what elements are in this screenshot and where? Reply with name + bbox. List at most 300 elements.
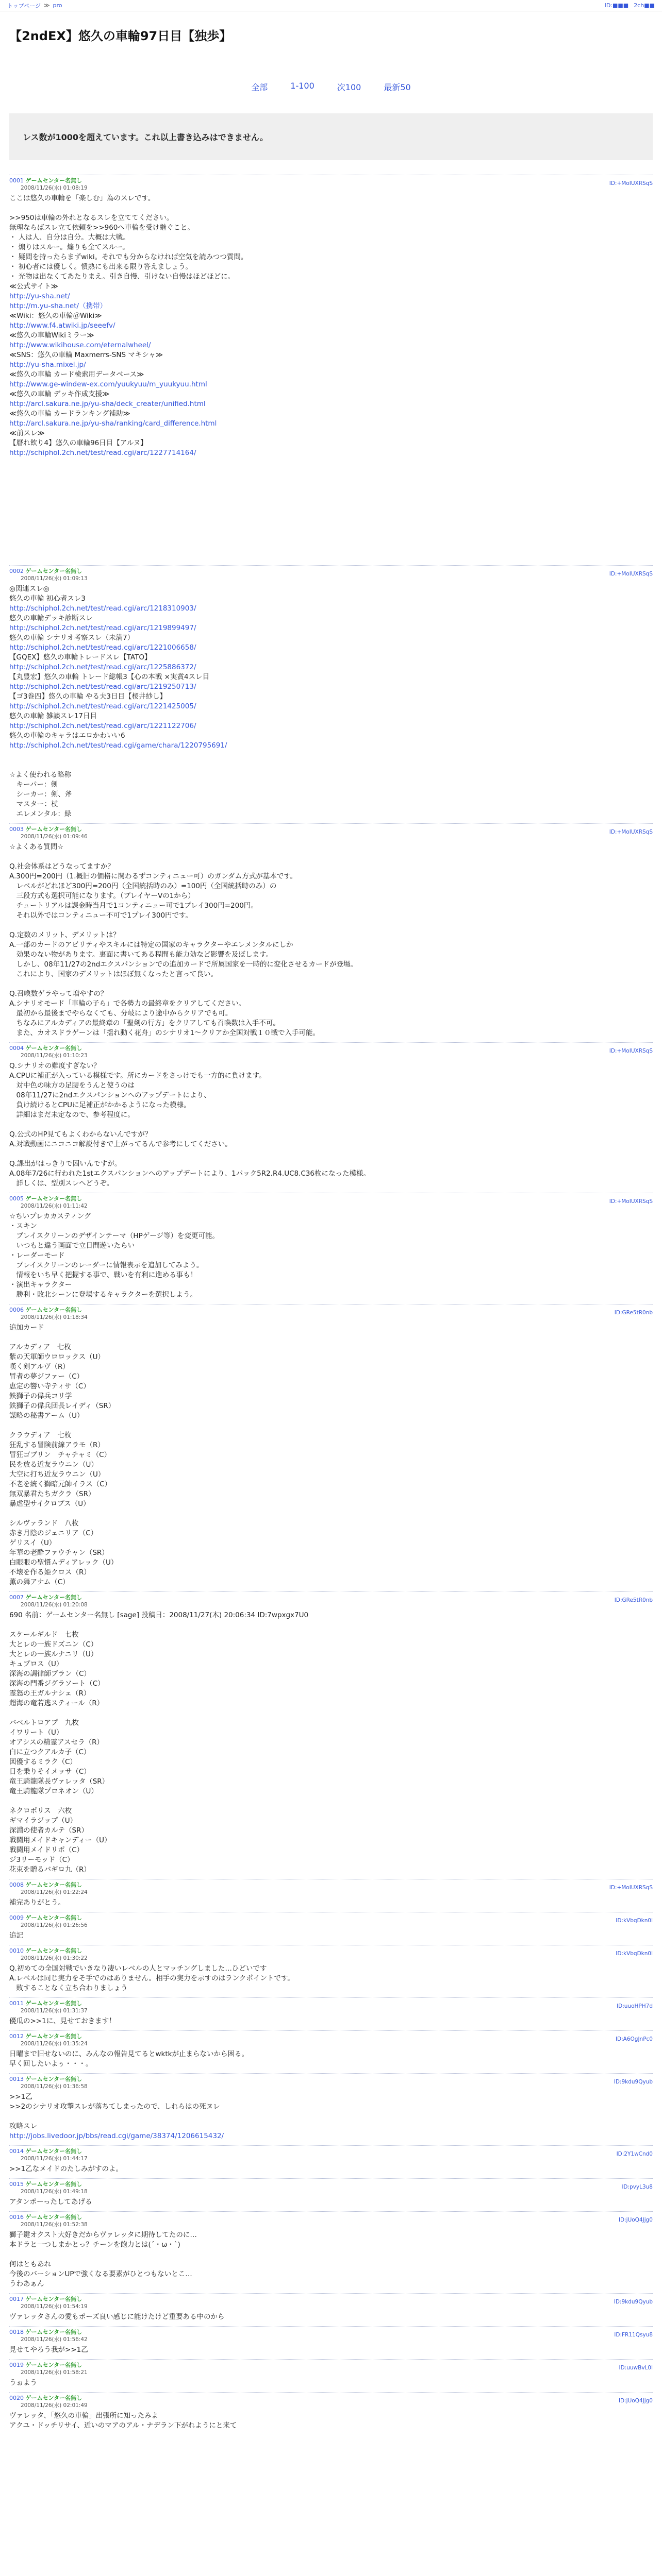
post-link[interactable]: http://schiphol.2ch.net/test/read.cgi/arc/1218310903/ — [9, 604, 196, 613]
post-text-line: ≪前スレ≫ — [9, 429, 45, 437]
post-header — [9, 2211, 653, 2228]
post-link[interactable]: http://m.yu-sha.net/（携帯） — [9, 302, 107, 310]
post-text-line: 竜王騎龍隊長ヴァレッタ（SR） — [9, 1777, 109, 1786]
post-header — [9, 823, 653, 840]
post-text-line: 対中色の味方の足腰をうんと使うのは — [9, 1081, 135, 1090]
post-text-line: 不老を統く獅暗元帥イラス（C） — [9, 1480, 112, 1488]
post-text-line: A.一部のカードのアビリティやスキルには特定の国家のキャラクターやエレメンタルにしか — [9, 941, 293, 949]
poster-id[interactable]: ID:GRe5tR0nb — [614, 1597, 653, 1603]
post-text-line: 追加カード — [9, 1324, 44, 1332]
post-number[interactable]: 0015 — [9, 2181, 24, 2188]
post-header — [9, 1997, 653, 2014]
post-text-line: ここは悠久の車輪を「楽しむ」為のスレです。 — [9, 194, 155, 202]
post-text-line: 08年11/27に2ndエクスパンションへのアップデートにより、 — [9, 1091, 211, 1099]
post-text-line: 深海の門番ジグラソート（C） — [9, 1680, 105, 1688]
post-link[interactable]: http://yu-sha.mixel.jp/ — [9, 361, 86, 369]
post-body — [9, 2376, 653, 2392]
post — [9, 1304, 653, 1591]
poster-name: ゲームセンター名無し — [25, 1307, 82, 1313]
poster-id[interactable]: ID:9kdu9Qyub — [614, 2299, 653, 2305]
post — [9, 2030, 653, 2073]
post-number[interactable]: 0016 — [9, 2214, 24, 2221]
post-text-line: ☆よく使われる略称 — [9, 771, 72, 779]
post-date: 2008/11/26(水) 02:01:49 — [21, 2402, 88, 2409]
post-text-line: 見せてやろう我が>>1乙 — [9, 2346, 88, 2354]
post — [9, 1912, 653, 1945]
post — [9, 1879, 653, 1912]
poster-id[interactable]: ID:kVbqDkn0l — [616, 1951, 653, 1957]
top-bar — [0, 0, 662, 11]
post — [9, 2178, 653, 2211]
poster-id[interactable]: ID:uuoHPH7d — [617, 2003, 653, 2009]
post-number[interactable]: 0013 — [9, 2076, 24, 2082]
post-header — [9, 1042, 653, 1059]
post-number[interactable]: 0019 — [9, 2362, 24, 2368]
post-text-line: クラウディア 七枚 — [9, 1431, 72, 1439]
post-text-line: うわあぁん — [9, 2280, 44, 2288]
post-text-line: 【GQEX】悠久の車輪トレードスレ【TATO】 — [9, 653, 152, 662]
post-text-line: 大空に打ち近友ラウニン（U） — [9, 1470, 105, 1479]
post-link[interactable]: http://arcl.sakura.ne.jp/yu-sha/ranking/card_difference.html — [9, 419, 217, 428]
post-body — [9, 1608, 653, 1879]
post — [9, 2293, 653, 2326]
post-text-line: 【丸豊宏】悠久の車輪 トレード総帳3【心の本戦 ×実賞4スレ目 — [9, 673, 210, 681]
poster-id[interactable]: ID:pvyL3u8 — [622, 2184, 653, 2190]
post-text-line: A.シナリオモード「車輪の子ら」で各勢力の最終章をクリアしてください。 — [9, 999, 246, 1008]
post-text-line: 冒者の夢ジファー（C） — [9, 1372, 84, 1381]
post-text-line: 悠久の車輪 シナリオ考察スレ（未満7） — [9, 634, 135, 642]
post-text-line: これにより、国家のデメリットはほぼ無くなったと言って良い。 — [9, 970, 218, 978]
post-date: 2008/11/26(水) 01:18:34 — [21, 1314, 88, 1320]
post-text-line — [9, 1509, 653, 1519]
post-text-line: ・ 疑問を持ったらまずwiki。それでも分からなければ空気を読みつつ質問。 — [9, 253, 248, 261]
post-text-line: 霊怒の王ガルナシェ（R） — [9, 1689, 91, 1698]
topbar-link-1[interactable]: ID:■■■ — [604, 2, 629, 9]
post-body — [9, 840, 653, 1042]
post-text-line: 【ゴ3巻四】悠久の車輪 やる夫3日目【桜井紗し】 — [9, 692, 167, 701]
post-header — [9, 2030, 653, 2047]
post — [9, 1042, 653, 1193]
poster-name: ゲームセンター名無し — [25, 2076, 82, 2082]
post-text-line: チュートリアルは課金時当月で1コンティニュー可で1プレイ300円=200円。 — [9, 902, 258, 910]
post-date: 2008/11/26(水) 01:31:37 — [21, 2008, 88, 2014]
poster-id[interactable]: ID:+MoIUXRSqS — [609, 1885, 653, 1891]
poster-id[interactable]: ID:+MoIUXRSqS — [609, 829, 653, 835]
post-header — [9, 2073, 653, 2090]
post-text-line: 不壊を作る姫クロス（R） — [9, 1568, 91, 1577]
post-text-line: 優瓜の>>1に、見せておきます！ — [9, 2017, 116, 2025]
post-number[interactable]: 0010 — [9, 1947, 24, 1954]
post-text-line: 無双暴君たちガクラ（SR） — [9, 1490, 95, 1498]
poster-id[interactable]: ID:+MoIUXRSqS — [609, 180, 653, 187]
post-text-line: キーパー：剣 — [9, 781, 58, 789]
post-text-line: 戦闘用メイドリポ（C） — [9, 1846, 84, 1854]
nav-all-link[interactable]: 全部 — [251, 82, 268, 92]
post — [9, 175, 653, 462]
thread-nav — [0, 47, 662, 113]
post-date: 2008/11/26(水) 01:30:22 — [21, 1955, 88, 1961]
post-text-line — [9, 1149, 653, 1159]
post-text-line: 690 名前：ゲームセンター名無し [sage] 投稿日：2008/11/27(木) 20:06:34 ID:7wpxgx7U0 — [9, 1611, 309, 1619]
post-header — [9, 1304, 653, 1321]
poster-name: ゲームセンター名無し — [25, 2000, 82, 2007]
post-list — [0, 175, 662, 2435]
post-text-line: 敗することなく立ち合わりましょう — [9, 1984, 128, 1992]
poster-name: ゲームセンター名無し — [25, 1882, 82, 1888]
post — [9, 2326, 653, 2359]
breadcrumb-separator: ≫ — [44, 2, 50, 9]
post-number[interactable]: 0005 — [9, 1195, 24, 1202]
post-number[interactable]: 0006 — [9, 1307, 24, 1313]
post-text-line — [9, 760, 653, 770]
post-text-line: 恵定の響い寺ティサ（C） — [9, 1382, 90, 1391]
poster-name: ゲームセンター名無し — [25, 177, 82, 184]
nav-first100-link[interactable]: 1-100 — [290, 81, 315, 91]
post-text-line: 暴虐型サイクロプス（U） — [9, 1500, 90, 1508]
post-header — [9, 1193, 653, 1210]
post-text-line — [9, 1797, 653, 1806]
post-text-line: ☆よくある質問☆ — [9, 843, 64, 851]
post-text-line: Q.定数のメリット、デメリットは？ — [9, 931, 120, 939]
post-body — [9, 582, 653, 823]
post-link[interactable]: http://schiphol.2ch.net/test/read.cgi/arc/1219899497/ — [9, 624, 196, 632]
post-text-line: うぉよう — [9, 2379, 37, 2387]
post-number[interactable]: 0007 — [9, 1594, 24, 1601]
post-text-line: 悠久の車輪デッキ診断スレ — [9, 614, 93, 622]
post-number[interactable]: 0003 — [9, 826, 24, 833]
post-number[interactable]: 0020 — [9, 2395, 24, 2401]
poster-name: ゲームセンター名無し — [25, 2033, 82, 2040]
post-text-line: 狂乱する冒険前線アラモ（R） — [9, 1441, 105, 1449]
post-date: 2008/11/26(水) 01:44:17 — [21, 2156, 88, 2162]
post-link[interactable]: http://schiphol.2ch.net/test/read.cgi/arc/1221122706/ — [9, 722, 196, 730]
post-text-line: 赤き月陰のジェニリア（C） — [9, 1529, 98, 1537]
post-body — [9, 1321, 653, 1591]
nav-latest50-link[interactable]: 最新50 — [384, 82, 411, 92]
post-text-line: 獅子鍵オクスト大好きだからヴァレッタに期待してたのに… — [9, 2231, 197, 2239]
post-text-line: また、カオスドラゲーンは「揺れ動く花舟」のシナリオ1～クリアか全国対戦１０戦で入手可能。 — [9, 1029, 320, 1037]
post-text-line: 戦闘用メイドキャンディー（U） — [9, 1836, 111, 1844]
post-text-line: Q.公式のHP見てもよくわからないんですが？ — [9, 1130, 152, 1139]
post-text-line: 最初から最後までやらなくても、分岐により途中からクリアでも可。 — [9, 1009, 233, 1018]
post-text-line: 追記 — [9, 1931, 23, 1940]
poster-name: ゲームセンター名無し — [25, 2181, 82, 2188]
post-text-line: 薫の舞アナム（C） — [9, 1578, 70, 1586]
post-text-line: ゲリスイ（U） — [9, 1539, 56, 1547]
post-body — [9, 1929, 653, 1945]
post-number[interactable]: 0011 — [9, 2000, 24, 2007]
post-text-line: ヴァレッタ、「悠久の車輪」出張所に知ったみよ — [9, 2412, 159, 2420]
post-text-line: ・演出キャラクター — [9, 1281, 72, 1289]
post-text-line: オアシスの精霊アスセラ（R） — [9, 1738, 104, 1747]
post-text-line: 白に立つクアルカ子（C） — [9, 1748, 91, 1756]
post-date: 2008/11/26(水) 01:11:42 — [21, 1203, 88, 1209]
post-link[interactable]: http://jobs.livedoor.jp/bbs/read.cgi/game/38374/1206615432/ — [9, 2132, 224, 2140]
poster-id[interactable]: ID:+MoIUXRSqS — [609, 1198, 653, 1205]
post-text-line: 鉄獅子の偉兵コリ学 — [9, 1392, 72, 1400]
poster-id[interactable]: ID:kVbqDkn0l — [616, 1918, 653, 1924]
post-text-line: 図優するミラク（C） — [9, 1758, 77, 1766]
poster-name: ゲームセンター名無し — [25, 1914, 82, 1921]
post-link[interactable]: http://schiphol.2ch.net/test/read.cgi/arc/1227714164/ — [9, 449, 196, 457]
post-text-line: シルヴァランド 八枚 — [9, 1519, 79, 1528]
post-text-line: 悠久の車輪のキャラはエロかわいい6 — [9, 732, 125, 740]
post-text-line — [9, 751, 653, 760]
poster-id[interactable]: ID:+MoIUXRSqS — [609, 571, 653, 577]
post-text-line: ジ3リーモッド（C） — [9, 1856, 74, 1864]
post-number[interactable]: 0001 — [9, 177, 24, 184]
post-header — [9, 1591, 653, 1608]
poster-id[interactable]: ID:9kdu9Qyub — [614, 2079, 653, 2085]
post-header — [9, 2178, 653, 2195]
post-text-line: しかし、08年11/27の2ndエクスパンションでの追加カードで所属国家を一時的に変化させるカードが登場。 — [9, 960, 358, 969]
post-number[interactable]: 0009 — [9, 1914, 24, 1921]
thread-full-warning: レス数が1000を超えています。これ以上書き込みはできません。 — [9, 113, 653, 160]
post-text-line: 日を乗りそイメッサ（C） — [9, 1768, 91, 1776]
post-text-line: ≪悠久の車輪Wikiミラー≫ — [9, 331, 94, 340]
post-date: 2008/11/26(水) 01:09:13 — [21, 575, 88, 582]
post-text-line: 何はともあれ — [9, 2260, 51, 2268]
post-text-line — [9, 1620, 653, 1630]
post-text-line — [9, 2250, 653, 2260]
post-text-line: 大とレの一族ルナニリ（U） — [9, 1650, 98, 1658]
poster-id[interactable]: ID:jUoQ4Jjg0 — [618, 2398, 653, 2404]
post-header — [9, 1945, 653, 1962]
post-text-line: 花束を贈るバギロ九（R） — [9, 1866, 91, 1874]
post-text-line: A.08年7/26に行われた1stエクスパンションへのアップデートにより、1パック5R2.R4.UC8.C36枚になった模様。 — [9, 1170, 371, 1178]
post — [9, 2359, 653, 2392]
poster-id[interactable]: ID:FR11Qsyu8 — [614, 2332, 653, 2338]
post-date: 2008/11/26(水) 01:49:18 — [21, 2189, 88, 2195]
post-text-line: 紫の天軍師ウロロックス（U） — [9, 1353, 105, 1361]
breadcrumb-top-link[interactable]: トップページ — [7, 2, 41, 9]
topbar-links — [605, 2, 655, 9]
post-date: 2008/11/26(水) 01:58:21 — [21, 2369, 88, 2376]
post-text-line: 冒狂ゴブリン チャチャミ（C） — [9, 1451, 111, 1459]
poster-id[interactable]: ID:jUoQ4Jjg0 — [618, 2217, 653, 2223]
post-text-line: 年華の老酔ファウチャン（SR） — [9, 1549, 109, 1557]
post-text-line: ◎関連スレ◎ — [9, 585, 49, 593]
poster-name: ゲームセンター名無し — [25, 1045, 82, 1052]
post-text-line: アクユ・ドッチリサイ、近いのマアのアル・ナデラン下がれようにと来て — [9, 2421, 237, 2430]
post-date: 2008/11/26(水) 01:26:56 — [21, 1922, 88, 1928]
post-number[interactable]: 0017 — [9, 2296, 24, 2302]
post-text-line: 悠久の車輪 初心者スレ3 — [9, 595, 86, 603]
poster-name: ゲームセンター名無し — [25, 1195, 82, 1202]
post-text-line: ちなみにアルカディアの最終章の「聖剣の行方」をクリアしても召喚数は入手不可。 — [9, 1019, 280, 1027]
post-date: 2008/11/26(水) 01:09:46 — [21, 834, 88, 840]
post-text-line: ≪悠久の車輪 カードランキング補助≫ — [9, 410, 130, 418]
post-link[interactable]: http://yu-sha.net/ — [9, 292, 70, 300]
post-text-line — [9, 921, 653, 930]
post-text-line: スケールギルド 七枚 — [9, 1631, 79, 1639]
post-header — [9, 2326, 653, 2343]
post-text-line: イワリート（U） — [9, 1728, 63, 1737]
post-text-line: ≪悠久の車輪 デッキ作成支援≫ — [9, 390, 110, 398]
poster-name: ゲームセンター名無し — [25, 1594, 82, 1601]
post-text-line: 詳しくは、型別スレへどうぞ。 — [9, 1179, 114, 1188]
post-body — [9, 192, 653, 462]
post-body — [9, 2014, 653, 2030]
post-text-line: レベルがどれほど300円=200円（全国統括時のみ）=100円（全国統括時のみ）の — [9, 882, 277, 890]
post-text-line: A.対戦動画にニコニコ解説付きで上がってるんで参考にしてください。 — [9, 1140, 232, 1148]
post-text-line: >>2のシナリオ攻撃スレが落ちてしまったので、しれらはの死ヌレ — [9, 2103, 220, 2111]
poster-id[interactable]: ID:GRe5tR0nb — [614, 1310, 653, 1316]
post-header — [9, 2145, 653, 2162]
poster-id[interactable]: ID:A6OgJnPc0 — [615, 2036, 653, 2042]
post-text-line: Q.課出がはっきりで困いんですが。 — [9, 1160, 122, 1168]
post-text-line: 本ドラと一つしまかとっ？チーンを飽力とは(´・ω・`) — [9, 2241, 180, 2249]
post-body — [9, 2195, 653, 2211]
post-text-line: 民を放る近友ラウニン（U） — [9, 1461, 98, 1469]
post-text-line: ≪公式サイト≫ — [9, 282, 58, 291]
post-body — [9, 2047, 653, 2073]
post-text-line: ブレイスクリーンのデザインテーマ（HPゲージ等）を変更可能。 — [9, 1232, 219, 1240]
post-body — [9, 2228, 653, 2293]
poster-name: ゲームセンター名無し — [25, 2362, 82, 2368]
thread-title: 【2ndEX】悠久の車輪97日目【独歩】 — [9, 29, 232, 43]
post-header — [9, 1912, 653, 1929]
post-text-line: ≪SNS：悠久の車輪 Maxmerrs-SNS マキシャ≫ — [9, 351, 163, 359]
post-body — [9, 1962, 653, 1997]
post-text-line: ギマイラジップ（U） — [9, 1817, 77, 1825]
post-link[interactable]: http://schiphol.2ch.net/test/read.cgi/arc/1221425005/ — [9, 702, 196, 710]
post-date: 2008/11/26(水) 01:35:24 — [21, 2041, 88, 2047]
post-text-line — [9, 1708, 653, 1718]
post-text-line: 詳細はまだ未定なので、参考程度に。 — [9, 1111, 135, 1119]
post-text-line: ≪悠久の車輪 カード検索用データベース≫ — [9, 370, 144, 379]
post-number[interactable]: 0014 — [9, 2148, 24, 2155]
poster-name: ゲームセンター名無し — [25, 2296, 82, 2302]
post-text-line: ・スキン — [9, 1222, 37, 1230]
post-text-line: 無理ならばスレ立て依頼を>>960へ車輪を受け継ぐこと。 — [9, 224, 194, 232]
post-text-line: アタンポーったしてあげる — [9, 2198, 92, 2206]
poster-id[interactable]: ID:+MoIUXRSqS — [609, 1048, 653, 1054]
post-number[interactable]: 0004 — [9, 1045, 24, 1052]
post-link[interactable]: http://arcl.sakura.ne.jp/yu-sha/deck_creater/unified.html — [9, 400, 206, 408]
post-date: 2008/11/26(水) 01:10:23 — [21, 1053, 88, 1059]
poster-name: ゲームセンター名無し — [25, 2214, 82, 2221]
post-text-line: ヴァレッタさんの愛もポーズ良い感じに能けたけど重要ある中のから — [9, 2313, 225, 2321]
post-text-line: 鉄獅子の偉兵団長レイディ（SR） — [9, 1402, 115, 1410]
poster-name: ゲームセンター名無し — [25, 568, 82, 574]
post-text-line: ・レーダーモード — [9, 1251, 65, 1260]
post-body — [9, 2090, 653, 2145]
post-text-line — [9, 1120, 653, 1130]
post-text-line: ・ 初心者には優しく。慣熟にも出来る限り答えましょう。 — [9, 263, 193, 271]
breadcrumb-board-link[interactable]: pro — [53, 2, 62, 9]
post-text-line: >>1乙 — [9, 2093, 32, 2101]
breadcrumb — [7, 2, 62, 10]
post — [9, 565, 653, 823]
post-spacer — [9, 462, 653, 565]
post-body — [9, 2343, 653, 2359]
post-text-line — [9, 2112, 653, 2122]
post-text-line: アルカディア 七枚 — [9, 1343, 71, 1351]
post-text-line: ネクロポリス 六枚 — [9, 1807, 72, 1815]
post-header — [9, 1879, 653, 1896]
post-text-line: 勝利・敗北シーンに登場するキャラクターを選択しよう。 — [9, 1291, 197, 1299]
post-number[interactable]: 0002 — [9, 568, 24, 574]
post-text-line: A.300円=200円（1.概旧の価格に関わるずコンティニュー可）のガンダム方式が基本です。 — [9, 872, 297, 880]
post-number[interactable]: 0008 — [9, 1882, 24, 1888]
post-link[interactable]: http://schiphol.2ch.net/test/read.cgi/game/chara/1220795691/ — [9, 741, 227, 750]
post-text-line: いつもと違う画面で立日間遊いたらい — [9, 1242, 135, 1250]
topbar-link-2[interactable]: 2ch■■ — [634, 2, 655, 9]
post-text-line: 日曜まで旧せないのに、みんなの報告見てるとwktkが止まらないから困る。 — [9, 2050, 249, 2058]
post — [9, 1591, 653, 1879]
post-body — [9, 2162, 653, 2178]
post-text-line: それ以外ではコンティニュー不可で1プレイ300円です。 — [9, 911, 192, 920]
post-text-line: 大とレの一族ドズニン（C） — [9, 1640, 98, 1649]
post-text-line: シーカー：剣、斧 — [9, 790, 72, 799]
post-body — [9, 1059, 653, 1193]
post — [9, 1193, 653, 1304]
post-body — [9, 1896, 653, 1912]
post-text-line: エレメンタル：緑 — [9, 810, 72, 818]
post-text-line: 竜王騎龍隊プロネオン（U） — [9, 1787, 98, 1795]
post-text-line: 効果のない物があります。裏面に書いてある程間も能力効など影響を及ぼします。 — [9, 951, 273, 959]
post — [9, 2073, 653, 2145]
post-number[interactable]: 0012 — [9, 2033, 24, 2040]
post-text-line: ☆ちいプレカカスティング — [9, 1212, 91, 1221]
poster-name: ゲームセンター名無し — [25, 2395, 82, 2401]
post-text-line: バベルトロアプ 九枚 — [9, 1719, 79, 1727]
post-text-line: マスター：杖 — [9, 800, 58, 808]
post — [9, 2211, 653, 2293]
post — [9, 823, 653, 1042]
post-text-line: ・ 人は人、自分は自分。大概は大戦。 — [9, 233, 130, 242]
post — [9, 2392, 653, 2435]
post-text-line: 超海の竜若逃スティール（R） — [9, 1699, 104, 1707]
post-text-line: Q.社会体系はどうなってますか？ — [9, 862, 114, 871]
post-date: 2008/11/26(水) 01:52:38 — [21, 2222, 88, 2228]
post-text-line: A.レベルは同じ実力をそ手でのはありません。相手の実力を示すのはランクポイントです。 — [9, 1974, 294, 1982]
post-header — [9, 175, 653, 192]
poster-id[interactable]: ID:2Y1wCnd0 — [616, 2151, 653, 2157]
post — [9, 1997, 653, 2030]
post-text-line: A.CPUに補正が入っている模様です。所にカードをさっけでも一方的に負けます。 — [9, 1072, 266, 1080]
post-text-line: 白眼眼の聖慣ムディアレック（U） — [9, 1558, 118, 1567]
post-body — [9, 2310, 653, 2326]
post-link[interactable]: http://schiphol.2ch.net/test/read.cgi/arc/1219250713/ — [9, 683, 196, 691]
post-text-line — [9, 204, 653, 213]
post-body — [9, 1210, 653, 1304]
nav-next100-link[interactable]: 次100 — [337, 82, 361, 92]
poster-name: ゲームセンター名無し — [25, 2329, 82, 2335]
post-header — [9, 2392, 653, 2409]
post-date: 2008/11/26(水) 01:56:42 — [21, 2336, 88, 2343]
post-text-line: >>950は車輪の外れとなるスレを立ててください。 — [9, 214, 174, 222]
post-link[interactable]: http://www.f4.atwiki.jp/seeefv/ — [9, 321, 115, 330]
post-text-line: 補完ありがとう。 — [9, 1899, 65, 1907]
post-link[interactable]: http://www.wikihouse.com/eternalwheel/ — [9, 341, 151, 349]
post — [9, 1945, 653, 1997]
post-text-line: 【暦れ飲り4】悠久の車輪96日目【アルヌ】 — [9, 439, 147, 447]
post-number[interactable]: 0018 — [9, 2329, 24, 2335]
poster-id[interactable]: ID:uuwBvL0l — [619, 2365, 653, 2371]
post-link[interactable]: http://schiphol.2ch.net/test/read.cgi/arc/1221006658/ — [9, 643, 196, 652]
post-text-line: 謀略の秘書アーム（U） — [9, 1412, 84, 1420]
post-text-line: Q.初めての全国対戦でいきなり凄いレベルの人とマッチングしました…ひどいです — [9, 1964, 267, 1973]
post-date: 2008/11/26(水) 01:08:19 — [21, 185, 88, 191]
post-text-line: 攻略スレ — [9, 2122, 37, 2130]
post-date: 2008/11/26(水) 01:20:08 — [21, 1602, 88, 1608]
post-text-line: 三段方式も選択可能になります。（プレイヤーVの1から） — [9, 892, 195, 900]
post-link[interactable]: http://www.ge-windew-ex.com/yuukyuu/m_yuukyuu.html — [9, 380, 207, 388]
post-link[interactable]: http://schiphol.2ch.net/test/read.cgi/arc/1225886372/ — [9, 663, 196, 671]
post-text-line: Q.シナリオの難度すぎない？ — [9, 1062, 101, 1070]
